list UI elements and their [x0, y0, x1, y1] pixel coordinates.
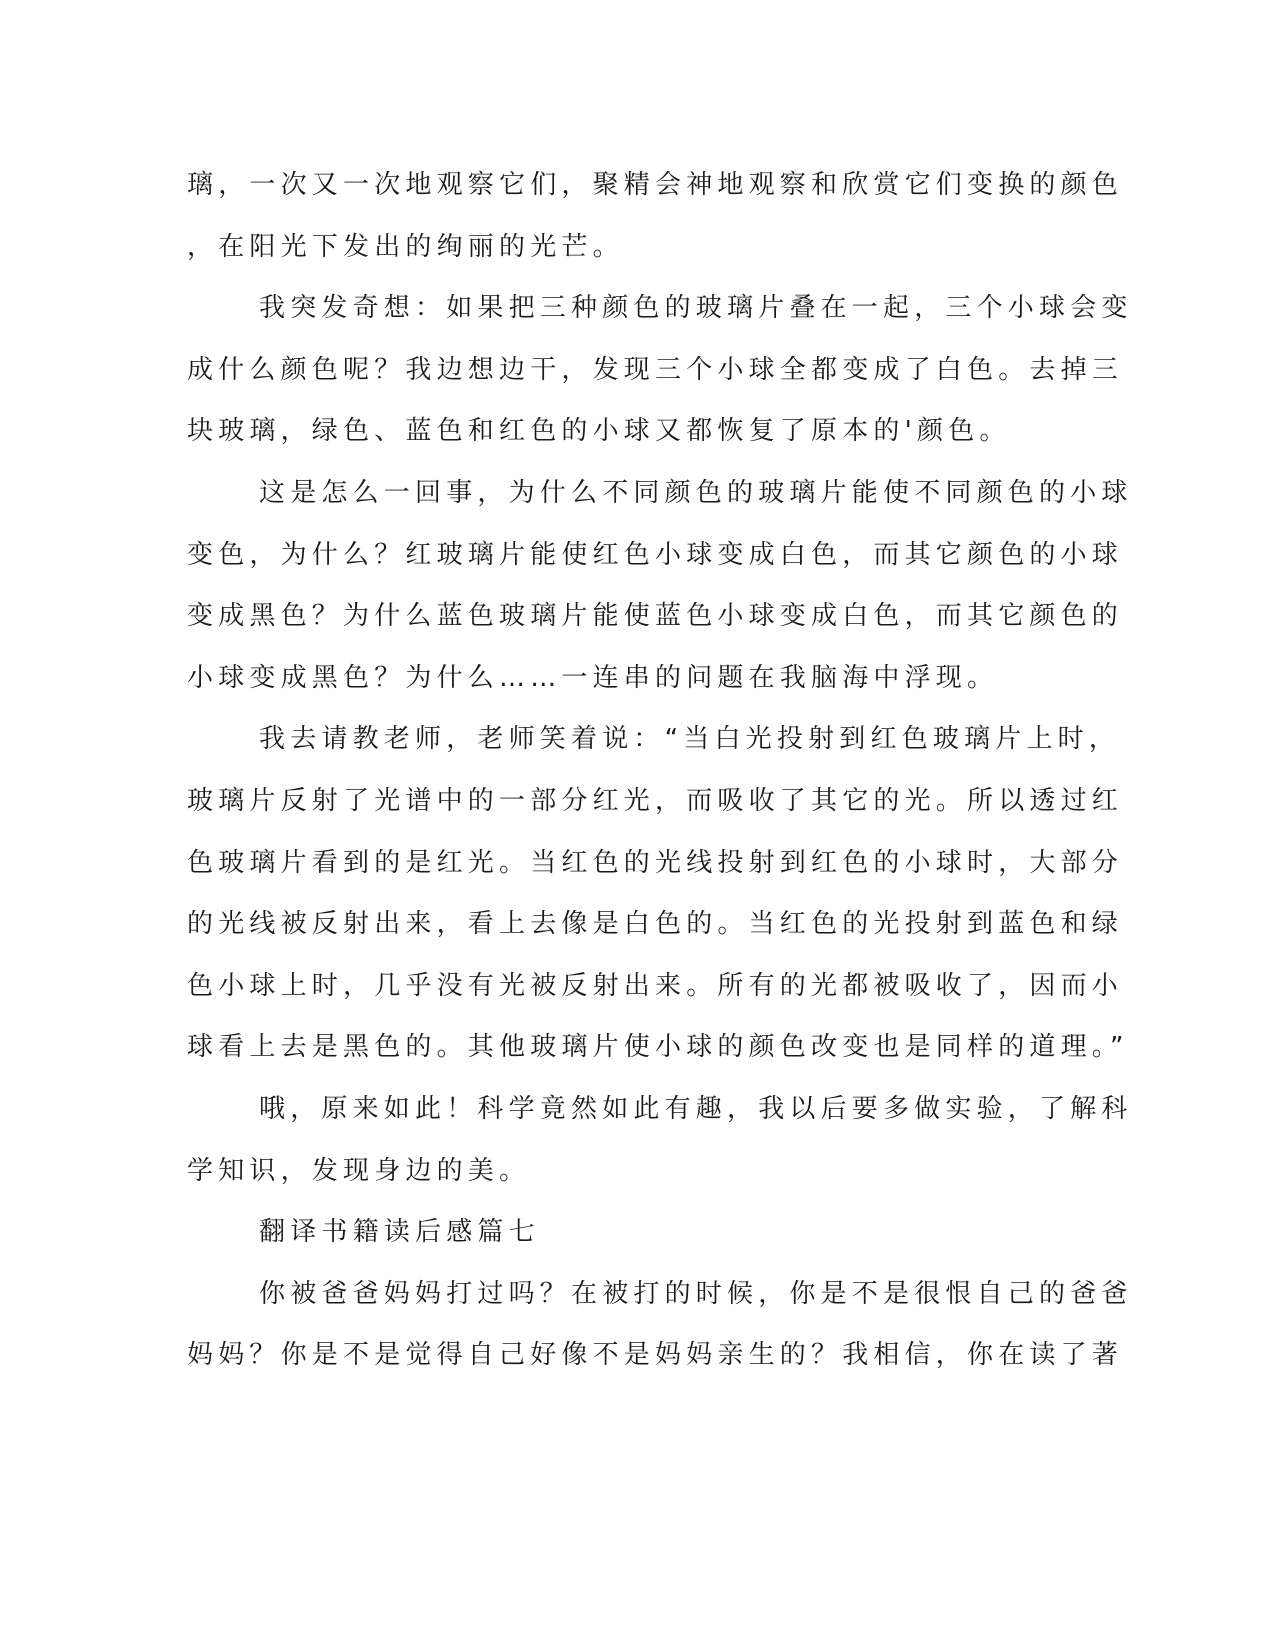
- text-line: 色玻璃片看到的是红光。当红色的光线投射到红色的小球时，大部分: [187, 847, 1124, 878]
- paragraph-start-line: 我突发奇想：如果把三种颜色的玻璃片叠在一起，三个小球会变: [259, 293, 1133, 324]
- section-heading: 翻译书籍读后感篇七: [259, 1217, 540, 1248]
- paragraph-start-line: 哦，原来如此！科学竟然如此有趣，我以后要多做实验，了解科: [259, 1093, 1133, 1124]
- document-body: [187, 155, 1133, 1387]
- paragraph-start-line: 你被爸爸妈妈打过吗？在被打的时候，你是不是很恨自己的爸爸: [259, 1278, 1133, 1309]
- text-line: 块玻璃，绿色、蓝色和红色的小球又都恢复了原本的'颜色。: [187, 416, 1011, 447]
- text-line: 玻璃片反射了光谱中的一部分红光，而吸收了其它的光。所以透过红: [187, 785, 1124, 816]
- text-line: 成什么颜色呢？我边想边干，发现三个小球全都变成了白色。去掉三: [187, 354, 1124, 385]
- text-line: 的光线被反射出来，看上去像是白色的。当红色的光投射到蓝色和绿: [187, 909, 1124, 940]
- paragraph-start-line: 我去请教老师，老师笑着说：“当白光投射到红色玻璃片上时，: [259, 724, 1121, 755]
- text-line: 变成黑色？为什么蓝色玻璃片能使蓝色小球变成白色，而其它颜色的: [187, 601, 1124, 632]
- paragraph-start-line: 这是怎么一回事，为什么不同颜色的玻璃片能使不同颜色的小球: [259, 477, 1133, 508]
- text-line: 璃，一次又一次地观察它们，聚精会神地观察和欣赏它们变换的颜色: [187, 170, 1124, 200]
- text-line: 小球变成黑色？为什么……一连串的问题在我脑海中浮现。: [187, 662, 999, 693]
- text-line: 变色，为什么？红玻璃片能使红色小球变成白色，而其它颜色的小球: [187, 539, 1124, 570]
- text-line: 妈妈？你是不是觉得自己好像不是妈妈亲生的？我相信，你在读了著: [187, 1340, 1124, 1371]
- text-line: 色小球上时，几乎没有光被反射出来。所有的光都被吸收了，因而小: [187, 970, 1124, 1001]
- text-line: 学知识，发现身边的美。: [187, 1155, 531, 1186]
- text-line: 球看上去是黑色的。其他玻璃片使小球的颜色改变也是同样的道理。”: [187, 1032, 1129, 1063]
- text-line: ，在阳光下发出的绚丽的光芒。: [187, 231, 624, 262]
